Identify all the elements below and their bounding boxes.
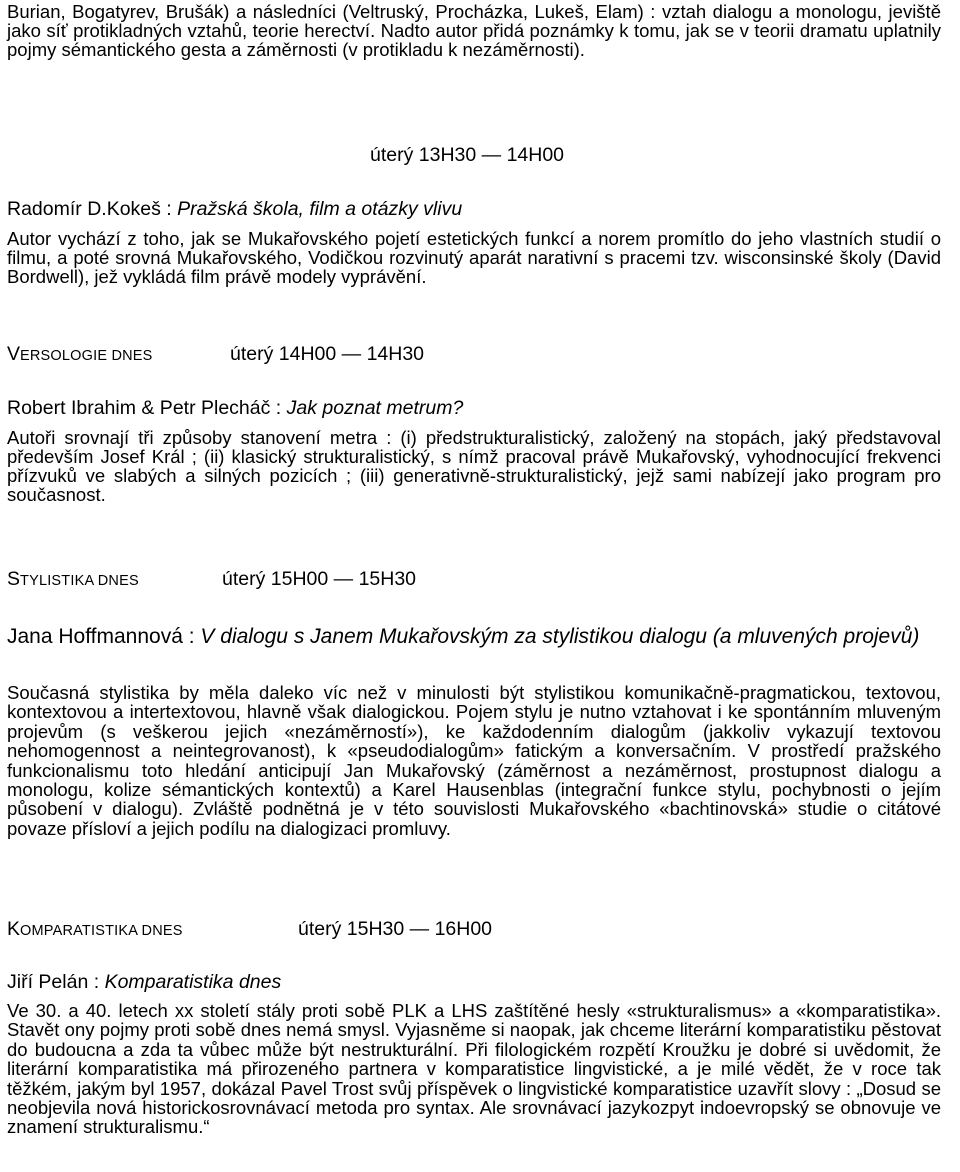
session-time: úterý 15H30 — 16H00 [298, 918, 493, 940]
section-heading-versologie [7, 343, 153, 367]
speaker-name: Jiří Pelán [7, 971, 89, 993]
talk-abstract: Autoři srovnají tři způsoby stanovení metra : (i) předstrukturalistický, založený na stopách, jaký představoval především Josef Král ; (ii) klasický strukturalistický, s nímž pracoval právě Mukařovský, vyhodnocující frekvenci přízvuků ve slabých a silných pozicích ; (iii) generativně-strukturalistický, jejž sami nabízejí jako program pro současnost. [7, 427, 941, 505]
section-name: ERSOLOGIE DNES [20, 348, 153, 364]
intro-paragraph: Burian, Bogatyrev, Brušák) a následníci (Veltruský, Procházka, Lukeš, Elam) : vztah dialogu a monologu, jeviště jako síť protikladných vztahů, teorie herectví. Nadto autor přidá poznámky k tomu, jak se v teorii dramatu uplatnily pojmy sémantického gesta a záměrnosti (v protikladu k nezáměrnosti). [7, 1, 941, 60]
talk-title: Komparatistika dnes [104, 971, 282, 993]
separator: : [270, 397, 287, 419]
session-time: úterý 15H00 — 15H30 [222, 568, 417, 590]
talk-title: V dialogu s Janem Mukařovským za stylistikou dialogu (a mluvených projevů) [200, 625, 920, 648]
separator: : [88, 971, 105, 993]
section-name: TYLISTIKA DNES [20, 573, 139, 589]
talk-heading [7, 397, 947, 419]
section-initial: S [7, 568, 21, 590]
talk-title: Pražská škola, film a otázky vlivu [177, 198, 463, 220]
section-name: OMPARATISTIKA DNES [20, 923, 183, 939]
speaker-name: Jana Hoffmannová [7, 625, 183, 648]
talk-abstract: Autor vychází z toho, jak se Mukařovského pojetí estetických funkcí a norem promítlo do jeho vlastních studií o filmu, a poté srovná Mukařovského, Vodičkou rozvinutý aparát narativní s pracemi tzv. wisconsinské školy (David Bordwell), jež vykládá film právě modely vyprávění. [7, 228, 941, 287]
session-time: úterý 14H00 — 14H30 [230, 343, 425, 365]
talk-heading [7, 971, 947, 993]
section-initial: V [7, 343, 21, 365]
separator: : [160, 198, 178, 220]
section-initial: K [7, 918, 21, 940]
talk-heading [7, 198, 947, 220]
section-heading-komparatistika [7, 918, 183, 942]
separator: : [182, 625, 201, 648]
talk-abstract: Ve 30. a 40. letech xx století stály proti sobě PLK a LHS zaštítěné hesly «strukturalismus» a «komparatistika». Stavět ony pojmy proti sobě dnes nemá smysl. Vyjasněme si naopak, jak chceme literární komparatistiku pěstovat do budoucna a zda ta vůbec může být nestrukturální. Při filologickém rozpětí Kroužku je dobré si uvědomit, že literární komparatistika má přirozeného partnera v komparatistice lingvistické, a je milé vědět, že v roce tak těžkém, jakým byl 1957, dokázal Pavel Trost svůj příspěvek o lingvistické komparatistice uzavřít slovy : „Dosud se neobjevila nová historickosrovnávací metoda pro syntax. Ale srovnávací jazykozpyt indoevropský se obnovuje ve znamení strukturalismu.“ [7, 1000, 941, 1138]
speaker-name: Robert Ibrahim & Petr Plecháč [7, 397, 271, 419]
talk-heading [7, 625, 947, 648]
talk-abstract: Současná stylistika by měla daleko víc než v minulosti být stylistikou komunikačně-pragmatickou, textovou, kontextovou a intertextovou, hlavně však dialogickou. Pojem stylu je nutno vztahovat i ke spontánním mluveným projevům (s veškerou jejich «nezáměrností»), ke každodenním dialogům (jakkoliv vykazují textovou nehomogennost a neintegrovanost), k «pseudodialogům» fatickým a konversačním. V prostředí pražského funkcionalismu toto hledání anticipují Jan Mukařovský (záměrnost a nezáměrnost, prostupnost dialogu a monologu, kolize sémantických kontextů) a Karel Hausenblas (integrační funkce stylu, pochybnosti o jejím působení v dialogu). Zvláště podnětná je v této souvislosti Mukařovského «bachtinovská» studie o citátové povaze přísloví a jejich podílu na dialogizaci promluvy. [7, 682, 941, 839]
session-time: úterý 13H30 — 14H00 [370, 144, 565, 166]
talk-title: Jak poznat metrum? [286, 397, 464, 419]
speaker-name: Radomír D.Kokeš [7, 198, 161, 220]
section-heading-stylistika [7, 568, 139, 592]
